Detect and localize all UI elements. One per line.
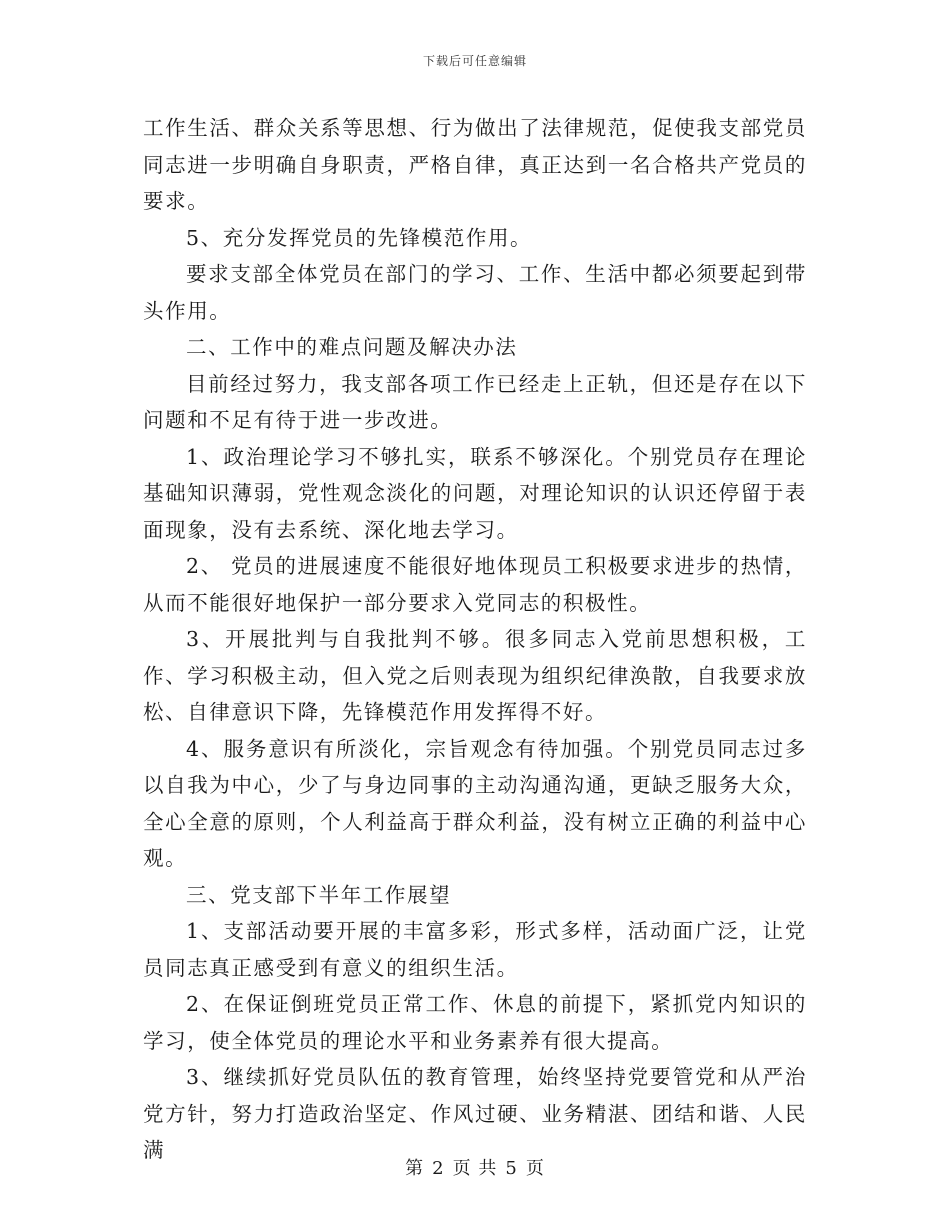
footer-total-pages: 5 xyxy=(505,1158,518,1179)
paragraph-3: 要求支部全体党员在部门的学习、工作、生活中都必须要起到带头作用。 xyxy=(143,262,807,323)
paragraph-11: 1、支部活动要开展的丰富多彩，形式多样，活动面广泛，让党员同志真正感受到有意义的组织生活。 xyxy=(143,919,807,980)
paragraph-6: 1、政治理论学习不够扎实，联系不够深化。个别党员存在理论基础知识薄弱，党性观念淡化的问题，对理论知识的认识还停留于表面现象，没有去系统、深化地去学习。 xyxy=(143,444,807,542)
footer-current-page: 2 xyxy=(432,1158,445,1179)
paragraph-12: 2、在保证倒班党员正常工作、休息的前提下，紧抓党内知识的学习，使全体党员的理论水平和业务素养有很大提高。 xyxy=(143,992,807,1053)
paragraph-2: 5、充分发挥党员的先锋模范作用。 xyxy=(186,225,533,250)
paragraph-13: 3、继续抓好党员队伍的教育管理，始终坚持党要管党和从严治党方针，努力打造政治坚定、作风过硬、业务精湛、团结和谐、人民满 xyxy=(143,1065,807,1162)
paragraph-1: 工作生活、群众关系等思想、行为做出了法律规范，促使我支部党员同志进一步明确自身职责，严格自律，真正达到一名合格共产党员的要求。 xyxy=(143,116,807,213)
document-body xyxy=(143,110,807,1169)
footer-suffix: 页 xyxy=(525,1158,545,1179)
paragraph-5: 目前经过努力，我支部各项工作已经走上正轨，但还是存在以下问题和不足有待于进一步改进。 xyxy=(143,371,807,432)
paragraph-9: 4、服务意识有所淡化，宗旨观念有待加强。个别党员同志过多以自我为中心，少了与身边同事的主动沟通沟通，更缺乏服务大众，全心全意的原则，个人利益高于群众利益，没有树立正确的利益中心观。 xyxy=(143,736,807,870)
page-number-footer xyxy=(0,1154,950,1180)
paragraph-7: 2、 党员的进展速度不能很好地体现员工积极要求进步的热情，从而不能很好地保护一部分要求入党同志的积极性。 xyxy=(143,554,807,615)
footer-prefix: 第 xyxy=(405,1158,425,1179)
page-header-note: 下载后可任意编辑 xyxy=(422,54,527,68)
section-heading-2: 二、工作中的难点问题及解决办法 xyxy=(186,335,518,359)
footer-middle: 页 共 xyxy=(452,1158,498,1179)
section-heading-3: 三、党支部下半年工作展望 xyxy=(186,882,452,907)
paragraph-8: 3、开展批判与自我批判不够。很多同志入党前思想积极，工作、学习积极主动，但入党之后则表现为组织纪律涣散，自我要求放松、自律意识下降，先锋模范作用发挥得不好。 xyxy=(143,627,807,724)
